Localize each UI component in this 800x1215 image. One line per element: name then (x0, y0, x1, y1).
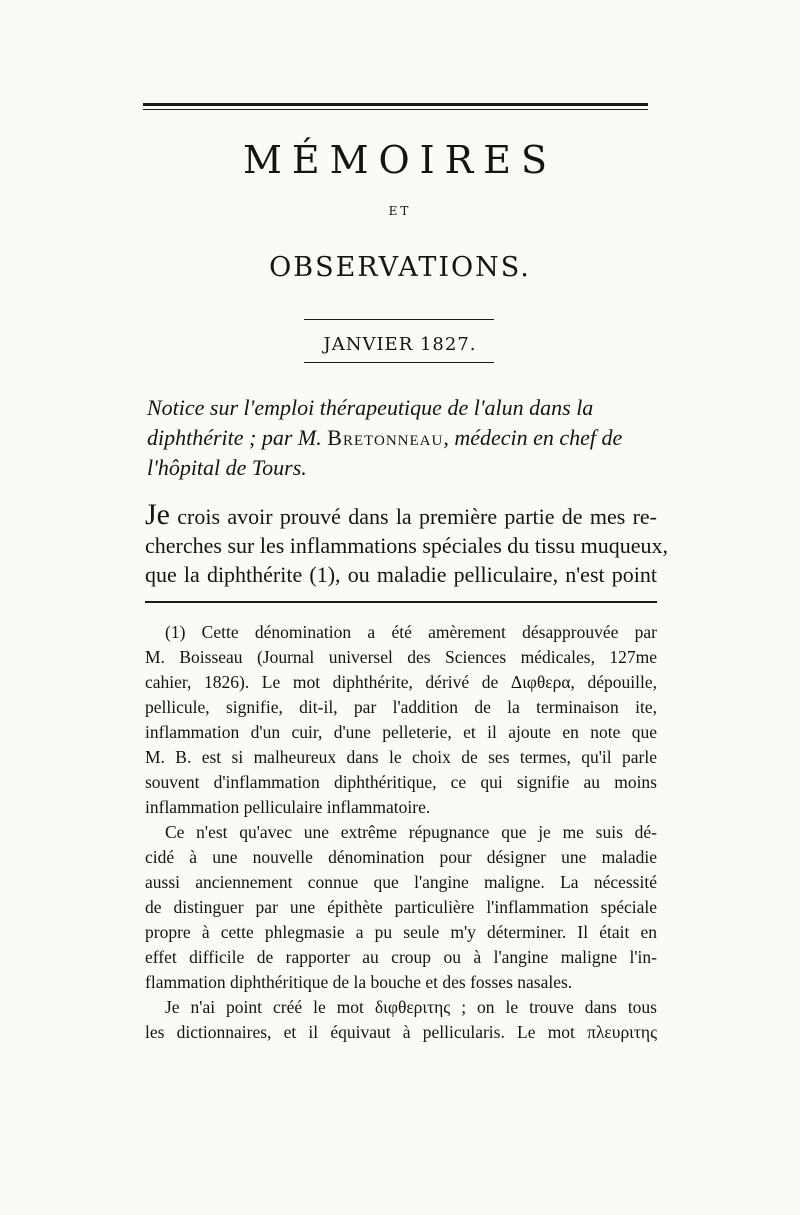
top-rule-thick (143, 103, 648, 106)
drop-cap: Je (145, 498, 170, 531)
article-title-line-2b: , médecin en chef de (443, 425, 623, 450)
footnote-line: propre à cette phlegmasie a pu seule m'y déterminer. Il était en (145, 922, 657, 942)
footnote-line: les dictionnaires, et il équivaut à pellicularis. Le mot πλευριτης (145, 1022, 657, 1042)
footnote-line: M. B. est si malheureux dans le choix de ses termes, qu'il parle (145, 747, 657, 767)
footnote-line: (1) Cette dénomination a été amèrement désapprouvée par (165, 622, 657, 642)
conjunction-et: ET (388, 204, 412, 218)
footnote-line: souvent d'inflammation diphthéritique, ce qui signifie au moins (145, 772, 657, 792)
footnote-line: inflammation pelliculaire inflammatoire. (145, 797, 431, 817)
page-subtitle: OBSERVATIONS. (269, 252, 531, 283)
date-rule-bottom (304, 362, 494, 363)
article-title-line-1: Notice sur l'emploi thérapeutique de l'alun dans la (147, 395, 594, 420)
date-rule-top (304, 319, 494, 320)
footnote-line: de distinguer par une épithète particulière l'inflammation spéciale (145, 897, 657, 917)
footnote-line: pellicule, signifie, dit-il, par l'addition de la terminaison ite, (145, 697, 657, 717)
footnote-line: aussi anciennement connue que l'angine maligne. La nécessité (145, 872, 657, 892)
footnote-line: effet difficile de rapporter au croup ou à l'angine maligne l'in- (145, 947, 657, 967)
footnote-line: cahier, 1826). Le mot diphthérite, dérivé de Διφθερα, dépouille, (145, 672, 657, 692)
footnote-line: cidé à une nouvelle dénomination pour désigner une maladie (145, 847, 657, 867)
body-line-3: que la diphthérite (1), ou maladie pelliculaire, n'est point (145, 562, 657, 587)
footnote-rule (145, 601, 657, 603)
article-author: Bretonneau (327, 425, 444, 450)
top-rule-thin (143, 109, 648, 110)
footnote-line: Je n'ai point créé le mot διφθεριτης ; on le trouve dans tous (165, 997, 657, 1017)
body-line-1 (145, 500, 657, 531)
body-line-1-text: crois avoir prouvé dans la première partie de mes re- (170, 504, 657, 529)
footnote-line: flammation diphthéritique de la bouche et des fosses nasales. (145, 972, 573, 992)
article-title-line-2a: diphthérite ; par M. (147, 425, 328, 450)
footnote-line: inflammation d'un cuir, d'une pelleterie, et il ajoute en note que (145, 722, 657, 742)
article-title (147, 393, 667, 483)
page-title: MÉMOIRES (242, 138, 558, 182)
body-line-2: cherches sur les inflammations spéciales du tissu muqueux, (145, 533, 668, 558)
issue-date: JANVIER 1827. (323, 334, 477, 355)
article-title-line-2 (147, 423, 667, 453)
body-text (145, 498, 668, 589)
footnote-line: Ce n'est qu'avec une extrême répugnance que je me suis dé- (165, 822, 657, 842)
footnote (145, 620, 657, 1045)
footnote-line: M. Boisseau (Journal universel des Sciences médicales, 127me (145, 647, 657, 667)
article-title-line-3: l'hôpital de Tours. (147, 455, 307, 480)
